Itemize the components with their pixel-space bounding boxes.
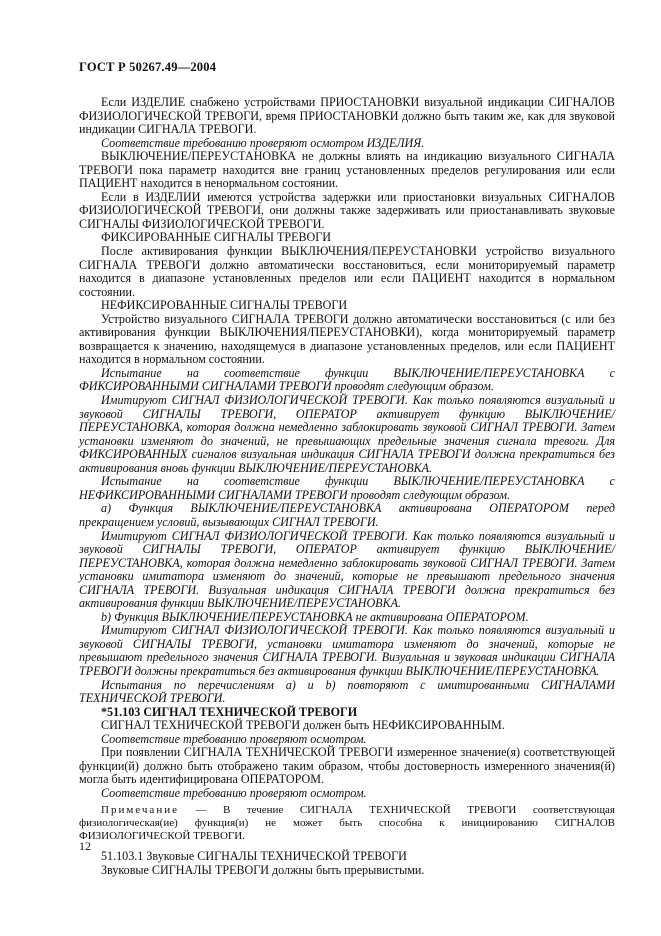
subsection-title: 51.103.1 Звуковые СИГНАЛЫ ТЕХНИЧЕСКОЙ ТРЕВОГИ: [101, 849, 407, 864]
compliance-note: Соответствие требованию проверяют осмотром.: [101, 785, 367, 800]
compliance-note: Соответствие требованию проверяют осмотром.: [101, 731, 367, 746]
test-paragraph: Имитируют СИГНАЛ ФИЗИОЛОГИЧЕСКОЙ ТРЕВОГИ. Как только появляются визуальный и звуковой СИГНАЛЫ ТРЕВОГИ, ОПЕРАТОР активирует функцию ВЫКЛЮЧЕНИЕ/ПЕРЕУСТАНОВКА, которая должна немедленно заблокировать звуковой СИГНАЛ ТРЕВОГИ. Затем установки изменяют до значений, не превышающих предельные значения сигнала тревоги. Для ФИКСИРОВАННЫХ сигналов визуальная индикация СИГНАЛА ТРЕВОГИ должна прекратиться без активирования вновь функции ВЫКЛЮЧЕНИЕ/ПЕРЕУСТАНОВКА.: [79, 393, 615, 475]
paragraph: ВЫКЛЮЧЕНИЕ/ПЕРЕУСТАНОВКА не должны влиять на индикацию визуального СИГНАЛА ТРЕВОГИ пока параметр находится вне границ установленных пределов регулирования или если ПАЦИЕНТ находится в ненормальном состоянии.: [79, 149, 615, 191]
paragraph: Если в ИЗДЕЛИИ имеются устройства задержки или приостановки визуальных СИГНАЛОВ ФИЗИОЛОГИЧЕСКОЙ ТРЕВОГИ, они должны также задерживать или приостанавливать звуковые СИГНАЛЫ ФИЗИОЛОГИЧЕСКОЙ ТРЕВОГИ.: [79, 189, 615, 231]
test-paragraph: Имитируют СИГНАЛ ФИЗИОЛОГИЧЕСКОЙ ТРЕВОГИ. Как только появляются визуальный и звуковой СИГНАЛЫ ТРЕВОГИ, установки имитатора изменяют до значений, которые не превышают предельного значения СИГНАЛА ТРЕВОГИ. Визуальная и звуковая индикации СИГНАЛА ТРЕВОГИ должны прекратиться без активирования функции ВЫКЛЮЧЕНИЕ/ПЕРЕУСТАНОВКА.: [79, 623, 615, 678]
test-paragraph: Имитируют СИГНАЛ ФИЗИОЛОГИЧЕСКОЙ ТРЕВОГИ. Как только появляются визуальный и звуковой СИГНАЛЫ ТРЕВОГИ, ОПЕРАТОР активирует функцию ВЫКЛЮЧЕНИЕ/ПЕРЕУСТАНОВКА, которая должна немедленно заблокировать звуковой СИГНАЛ ТРЕВОГИ. Затем установки имитатора изменяют до значений, которые не превышают предельного значения СИГНАЛА ТРЕВОГИ. Визуальная индикация СИГНАЛА ТРЕВОГИ должна прекратиться без активирования функции ВЫКЛЮЧЕНИЕ/ПЕРЕУСТАНОВКА.: [79, 528, 615, 611]
page-number: 12: [79, 839, 91, 853]
document-header: ГОСТ Р 50267.49—2004: [79, 60, 217, 74]
test-item-a: a) Функция ВЫКЛЮЧЕНИЕ/ПЕРЕУСТАНОВКА активирована ОПЕРАТОРОМ перед прекращением условий, вызывающих СИГНАЛ ТРЕВОГИ.: [79, 501, 615, 529]
test-item-b: b) Функция ВЫКЛЮЧЕНИЕ/ПЕРЕУСТАНОВКА не активирована ОПЕРАТОРОМ.: [101, 609, 529, 624]
test-paragraph: Испытания по перечислениям а) и b) повторяют с имитированными СИГНАЛАМИ ТЕХНИЧЕСКОЙ ТРЕВОГИ.: [79, 677, 615, 706]
test-paragraph: Испытание на соответствие функции ВЫКЛЮЧЕНИЕ/ПЕРЕУСТАНОВКА с НЕФИКСИРОВАННЫМИ СИГНАЛАМИ ТРЕВОГИ проводят следующим образом.: [79, 474, 615, 502]
section-heading: ФИКСИРОВАННЫЕ СИГНАЛЫ ТРЕВОГИ: [101, 230, 331, 245]
paragraph: Если ИЗДЕЛИЕ снабжено устройствами ПРИОСТАНОВКИ визуальной индикации СИГНАЛОВ ФИЗИОЛОГИЧЕСКОЙ ТРЕВОГИ, время ПРИОСТАНОВКИ должно быть таким же, как для звуковой индикации СИГНАЛА ТРЕВОГИ.: [79, 95, 615, 137]
subsection-text: Звуковые СИГНАЛЫ ТРЕВОГИ должны быть прерывистыми.: [101, 862, 425, 877]
paragraph: СИГНАЛ ТЕХНИЧЕСКОЙ ТРЕВОГИ должен быть НЕФИКСИРОВАННЫМ.: [101, 718, 505, 733]
compliance-note: Соответствие требованию проверяют осмотром ИЗДЕЛИЯ.: [101, 135, 425, 150]
document-body: [79, 96, 615, 878]
note-paragraph: [79, 804, 615, 843]
section-heading: НЕФИКСИРОВАННЫЕ СИГНАЛЫ ТРЕВОГИ: [101, 298, 348, 313]
paragraph: После активирования функции ВЫКЛЮЧЕНИЯ/ПЕРЕУСТАНОВКИ устройство визуального СИГНАЛА ТРЕВОГИ должно автоматически восстановиться, если мониторируемый параметр находится в диапазоне установленных пределов или если ПАЦИЕНТ находится в нормальном состоянии.: [79, 244, 615, 299]
paragraph: Устройство визуального СИГНАЛА ТРЕВОГИ должно автоматически восстановиться (с или без активирования функции ВЫКЛЮЧЕНИЯ/ПЕРЕУСТАНОВКИ), когда мониторируемый параметр возвращается к значению, находящемуся в диапазоне установленных пределов, или если ПАЦИЕНТ находится в нормальном состоянии.: [79, 311, 615, 367]
paragraph: При появлении СИГНАЛА ТЕХНИЧЕСКОЙ ТРЕВОГИ измеренное значение(я) соответствующей функции(й) должно быть отображено таким образом, чтобы достоверность измеренного значения(й) могла быть идентифицирована ОПЕРАТОРОМ.: [79, 745, 615, 787]
test-paragraph: Испытание на соответствие функции ВЫКЛЮЧЕНИЕ/ПЕРЕУСТАНОВКА с ФИКСИРОВАННЫМИ СИГНАЛАМИ ТРЕВОГИ проводят следующим образом.: [79, 365, 615, 394]
note-label: Примечание: [101, 804, 179, 817]
note-text: — В течение СИГНАЛА ТЕХНИЧЕСКОЙ ТРЕВОГИ соответствующая физиологическая(ие) функция(и) не может быть способна к инициированию СИГНАЛОВ ФИЗИОЛОГИЧЕСКОЙ ТРЕВОГИ.: [79, 804, 615, 843]
section-title-51-103: *51.103 СИГНАЛ ТЕХНИЧЕСКОЙ ТРЕВОГИ: [101, 704, 358, 719]
